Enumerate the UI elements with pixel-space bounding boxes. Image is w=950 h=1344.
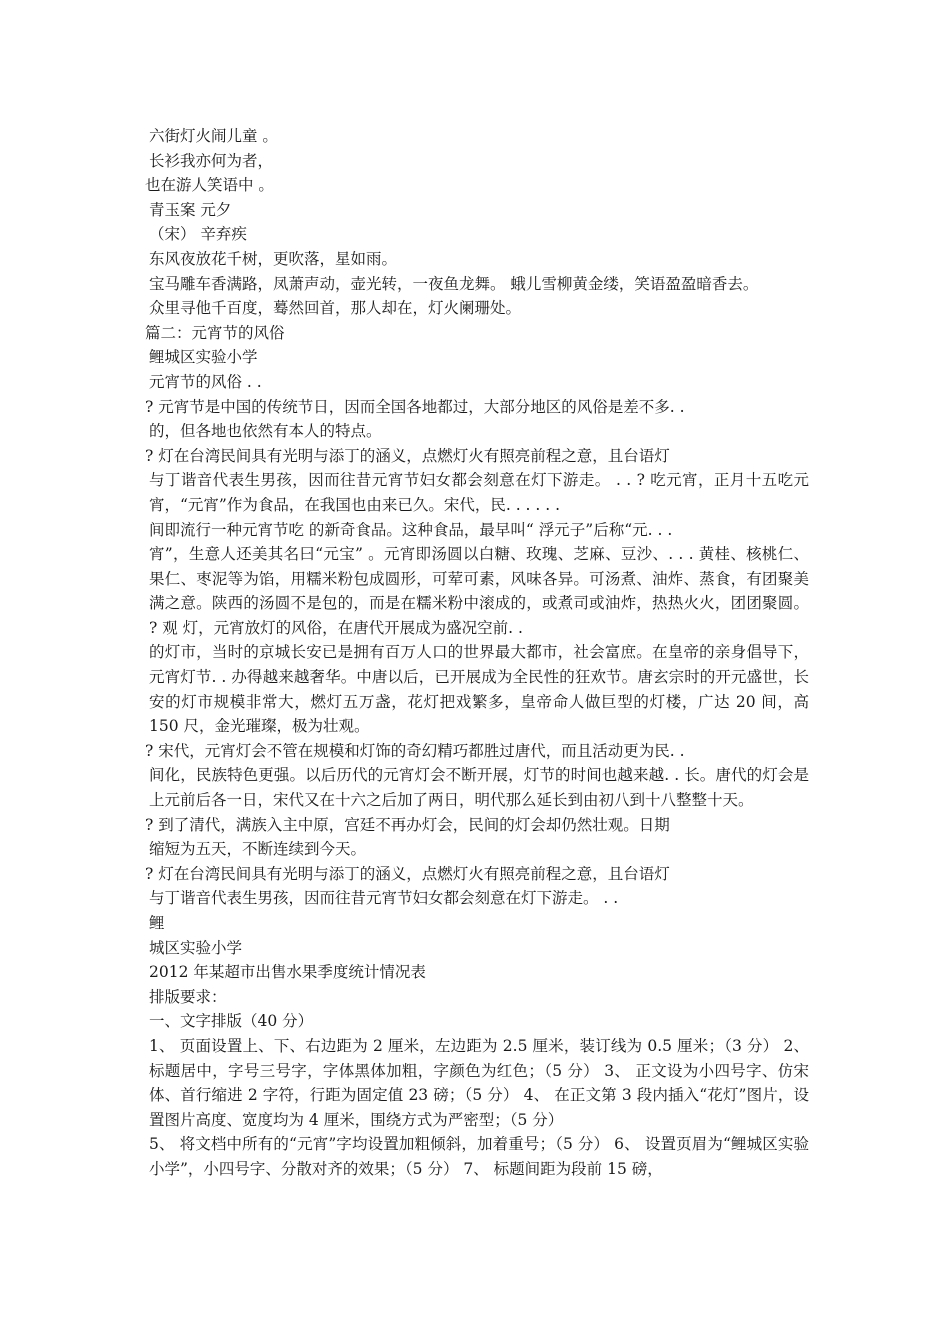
text-line: 与丁谐音代表生男孩，因而往昔元宵节妇女都会刻意在灯下游走。 . . <box>149 889 619 908</box>
requirements-paragraph: 1、 页面设置上、下、右边距为 2 厘米，左边距为 2.5 厘米，装订线为 0.5 厘米；（3 分） 2、 标题居中，字号三号字，字体黑体加粗，字颜色为红色；（5 分） 3、 正文设为小四号字、仿宋体、首行缩进 2 字符，行距为固定值 23 磅；（5 分） 4、 在正文第 3 段内插入“花灯”图片，设置图片高度、宽度均为 4 厘米，围绕方式为严密型；（5 分） <box>149 1036 809 1129</box>
text-paragraph: 间化，民族特色更强。以后历代的元宵灯会不断开展，灯节的时间也越来越. . 长。唐代的灯会是上元前后各一日，宋代又在十六之后加了两日，明代那么延长到由初八到十八整整十天。 <box>149 766 809 810</box>
text-line: ? 到了清代，满族入主中原，宫廷不再办灯会，民间的灯会却仍然壮观。日期 <box>145 815 670 834</box>
table-title: 2012 年某超市出售水果季度统计情况表 <box>149 963 426 982</box>
requirements-subheading: 一、文字排版（40 分） <box>149 1012 314 1031</box>
text-line: ? 灯在台湾民间具有光明与添丁的涵义，点燃灯火有照亮前程之意，且台语灯 <box>145 446 670 465</box>
document-body <box>145 124 809 1182</box>
text-paragraph: 的灯市，当时的京城长安已是拥有百万人口的世界最大都市，社会富庶。在皇帝的亲身倡导下，元宵灯节. . 办得越来越奢华。中唐以后，已开展成为全民性的狂欢节。唐玄宗时的开元盛世，长安的灯市规模非常大，燃灯五万盏，花灯把戏繁多，皇帝命人做巨型的灯楼，广达 20 间，高 150 尺，金光璀璨，极为壮观。 <box>149 643 809 736</box>
text-line: ? 宋代，元宵灯会不管在规模和灯饰的奇幻精巧都胜过唐代，而且活动更为民. . <box>145 741 685 760</box>
text-line: ? 元宵节是中国的传统节日，因而全国各地都过，大部分地区的风俗是差不多. . <box>145 397 685 416</box>
requirements-heading: 排版要求： <box>149 987 227 1006</box>
text-line: 间即流行一种元宵节吃 的新奇食品。这种食品，最早叫“ 浮元子”后称“元. . . <box>149 520 673 539</box>
poem-line: 长衫我亦何为者， <box>149 151 274 170</box>
poem-line: 众里寻他千百度，蓦然回首，那人却在，灯火阑珊处。 <box>149 299 522 318</box>
poem-title: 青玉案 元夕 <box>149 200 232 219</box>
poem-line: 六街灯火闹儿童 。 <box>149 127 278 145</box>
school-name: 鲤城区实验小学 <box>149 348 258 367</box>
text-line: 鲤 <box>149 914 165 932</box>
poem-author: （宋） 辛弃疾 <box>149 225 247 244</box>
poem-line: 东风夜放花千树，更吹落，星如雨。 <box>149 249 398 268</box>
text-line: 的，但各地也依然有本人的特点。 <box>149 422 382 441</box>
text-paragraph: 与丁谐音代表生男孩，因而往昔元宵节妇女都会刻意在灯下游走。 . . ? 吃元宵，正月十五吃元宵，“元宵”作为食品，在我国也由来已久。宋代，民. . . . . . <box>149 471 810 514</box>
poem-line: 宝马雕车香满路，凤萧声动，壶光转，一夜鱼龙舞。 蛾儿雪柳黄金缕，笑语盈盈暗香去。 <box>149 274 759 293</box>
requirements-paragraph: 5、 将文档中所有的“元宵”字均设置加粗倾斜，加着重号；（5 分） 6、 设置页眉为“鲤城区实验小学”，小四号字、分散对齐的效果；（5 分） 7、 标题间距为段前 15 磅， <box>149 1135 809 1178</box>
school-name: 城区实验小学 <box>149 938 243 957</box>
text-line: 缩短为五天，不断连续到今天。 <box>149 840 367 859</box>
text-line: ? 灯在台湾民间具有光明与添丁的涵义，点燃灯火有照亮前程之意，且台语灯 <box>145 864 670 883</box>
text-paragraph: 宵”，生意人还美其名曰“元宝” 。元宵即汤圆以白糖、玫瑰、芝麻、豆沙、. . . 黄桂、核桃仁、果仁、枣泥等为馅，用糯米粉包成圆形，可荤可素，风味各异。可汤煮、油炸、蒸食，有团聚美满之意。陕西的汤圆不是包的，而是在糯米粉中滚成的，或煮司或油炸，热热火火，团团聚圆。 ? 观 灯，元宵放灯的风俗，在唐代开展成为盛况空前. . <box>149 545 809 637</box>
poem-line: 也在游人笑语中 。 <box>145 176 274 195</box>
article-title: 元宵节的风俗 . . <box>149 372 262 391</box>
section-heading: 篇二：元宵节的风俗 <box>145 323 285 342</box>
